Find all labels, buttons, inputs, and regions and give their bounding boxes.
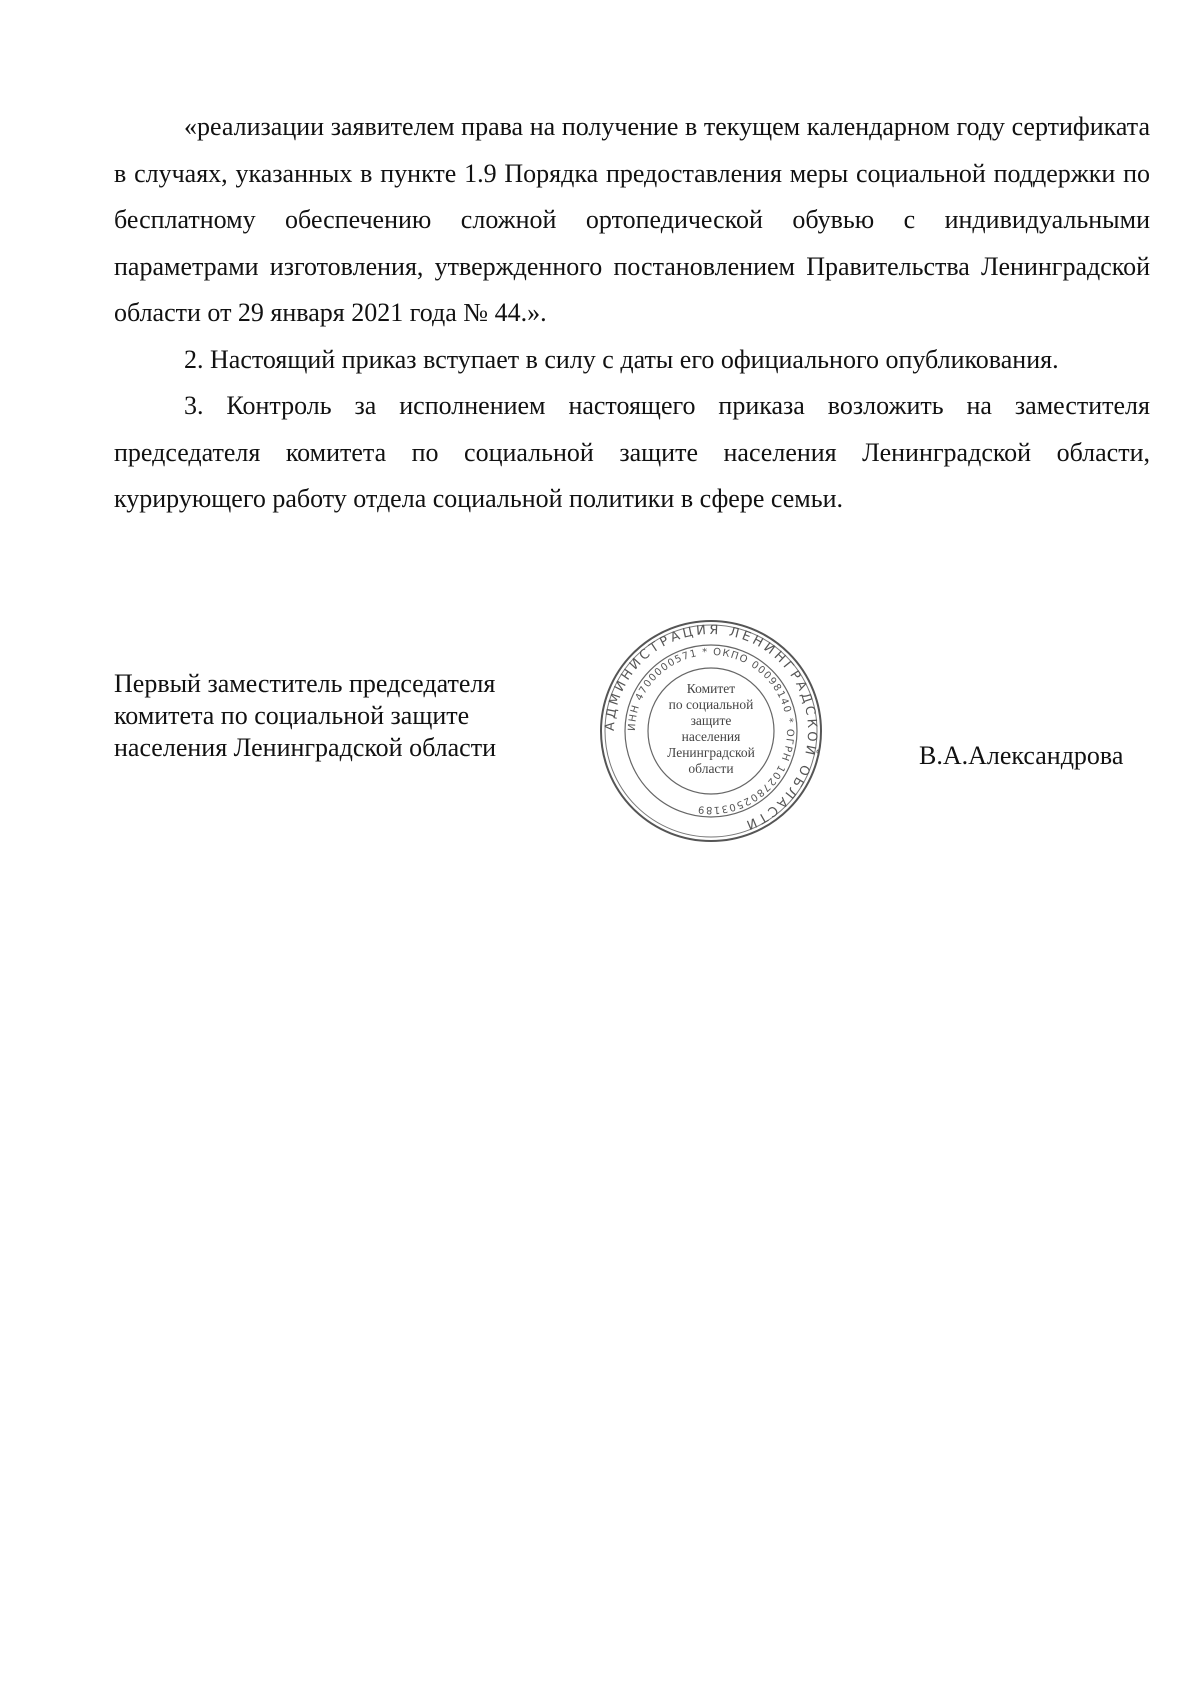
signatory-position bbox=[114, 668, 496, 764]
signatory-position-line: Первый заместитель председателя bbox=[114, 669, 496, 698]
seal-inner-text: ИНН 4700000571 * ОКПО 00098140 * ОГРН 1027802503189 bbox=[626, 646, 796, 816]
seal-center-line: по социальной bbox=[668, 697, 754, 712]
seal-center-line: Комитет bbox=[686, 681, 736, 696]
signatory-name: В.А.Александрова bbox=[919, 741, 1124, 770]
seal-outer-text: АДМИНИСТРАЦИЯ ЛЕНИНГРАДСКОЙ ОБЛАСТИ bbox=[602, 622, 820, 834]
document-body bbox=[114, 104, 1150, 523]
seal-center-line: области bbox=[688, 761, 734, 776]
seal-center-line: населения bbox=[681, 729, 741, 744]
paragraph-control-clause: 3. Контроль за исполнением настоящего приказа возложить на заместителя председателя комитета по социальной защите населения Ленинградской области, курирующего работу отдела социальной политики в сфере семьи. bbox=[114, 391, 1150, 513]
seal-graphic bbox=[598, 618, 824, 844]
signatory-position-line: населения Ленинградской области bbox=[114, 733, 497, 762]
signatory-position-line: комитета по социальной защите bbox=[114, 701, 470, 730]
paragraph-effective-date: 2. Настоящий приказ вступает в силу с даты его официального опубликования. bbox=[184, 344, 1059, 374]
paragraph-amendment-text: «реализации заявителем права на получение в текущем календарном году сертификата в случаях, указанных в пункте 1.9 Порядка предоставления меры социальной поддержки по бесплатному обеспечению сложной ортопедической обувью с индивидуальными параметрами изготовления, утвержденного постановлением Правительства Ленинградской области от 29 января 2021 года № 44.». bbox=[114, 112, 1150, 327]
seal-center-line: защите bbox=[690, 713, 732, 728]
official-seal-stamp bbox=[598, 618, 824, 844]
seal-center-line: Ленинградской bbox=[667, 745, 755, 760]
